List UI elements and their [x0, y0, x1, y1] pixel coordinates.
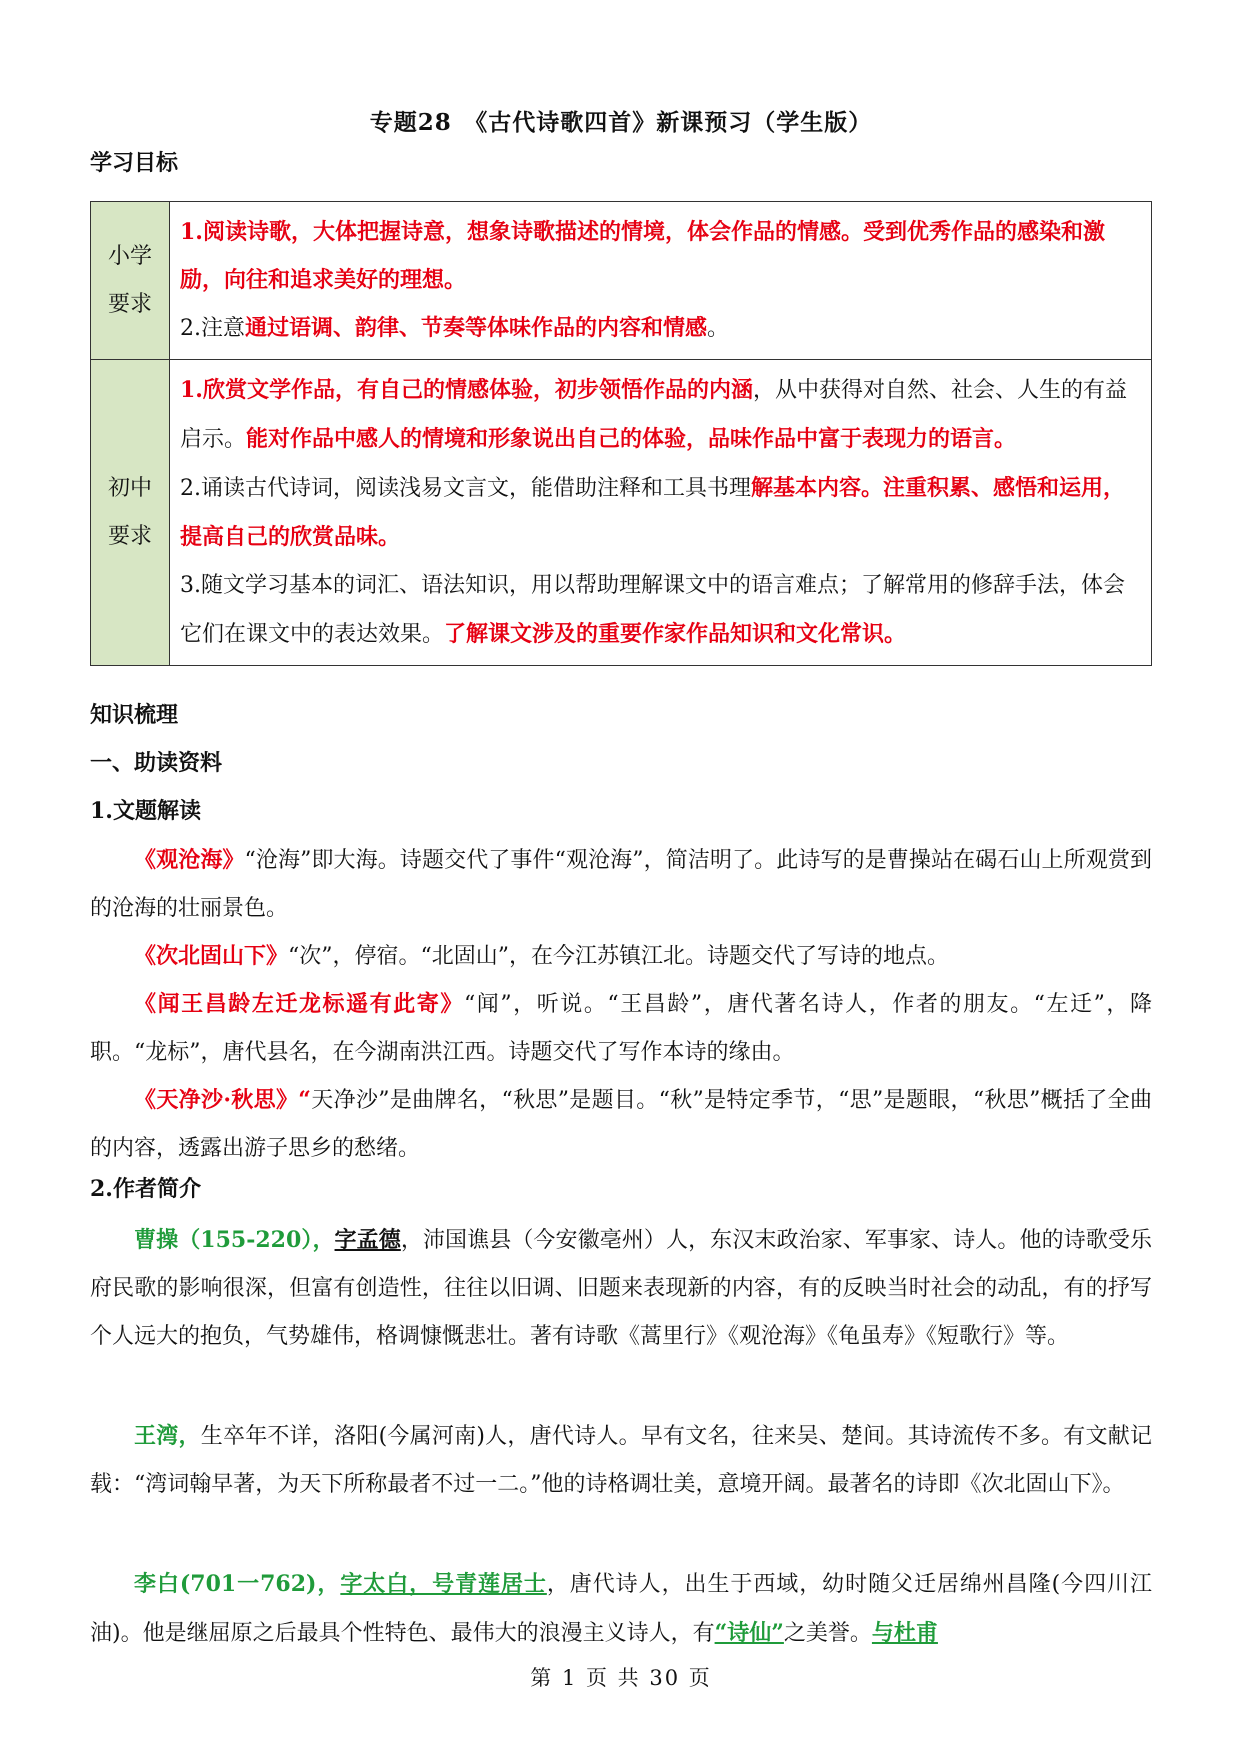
author-name: 曹操（155-220），: [134, 1227, 335, 1253]
bio-text: ，沛国谯县（今安徽亳州）人，东汉末政治家、军事家、诗人。他的诗歌受乐府民歌的影响很深，但富有创造性，往往以旧调、旧题来表现新的内容，有的反映当时社会的动乱，有的抒写个人远大的抱负，气势雄伟，格调慷慨悲壮。著有诗歌《蒿里行》《观沧海》《龟虽寿》《短歌行》等。: [90, 1228, 1152, 1349]
author-bio-caocao: [90, 1216, 1152, 1361]
label-line: 初中: [107, 475, 152, 501]
goal-text: 。: [707, 316, 730, 341]
label-line: 要求: [107, 291, 152, 317]
author-epithet: “诗仙”: [714, 1620, 784, 1646]
goal-text: ，从中获得对自然、社会、人生的有益启示。: [180, 378, 1127, 452]
goal-item: [180, 464, 1141, 562]
table-row: [91, 202, 1152, 360]
goal-emphasis: 了解课文涉及的重要作家作品知识和文化常识。: [444, 621, 907, 647]
author-courtesy-name: 字孟德: [334, 1227, 401, 1253]
author-name: 王湾，: [134, 1423, 201, 1449]
page-footer: 第 1 页 共 30 页: [530, 1666, 712, 1690]
author-courtesy-name: 字太白，号青莲居士: [340, 1571, 547, 1597]
goals-table: [90, 201, 1152, 666]
bio-emphasis: 与杜甫: [871, 1620, 938, 1646]
author-bio-wangwan: [90, 1412, 1152, 1509]
title-explanation: [90, 836, 1152, 933]
explanation-text: 天净沙”是曲牌名，“秋思”是题目。“秋”是特定季节，“思”是题眼，“秋思”概括了全曲的内容，透露出游子思乡的愁绪。: [90, 1088, 1152, 1161]
bio-text: 生卒年不详，洛阳(今属河南)人，唐代诗人。早有文名，往来吴、楚间。其诗流传不多。有文献记载：“湾词翰早著，为天下所称最者不过一二。”他的诗格调壮美，意境开阔。最著名的诗即《次北固山下》。: [90, 1424, 1152, 1497]
section-heading-goals: 学习目标: [90, 150, 179, 176]
subsection-heading-authors: 2.作者简介: [90, 1176, 201, 1202]
poem-title: 《观沧海》: [134, 847, 245, 873]
explanation-text: “次”，停宿。“北固山”，在今江苏镇江北。诗题交代了写诗的地点。: [288, 944, 950, 969]
bio-text: 之美誉。: [783, 1621, 872, 1646]
goal-text: 3.随文学习基本的词汇、语法知识，用以帮助理解课文中的语言难点；了解常用的修辞手法，体会它们在课文中的表达效果。: [180, 573, 1125, 647]
poem-title: 《天净沙·秋思》“: [134, 1087, 311, 1113]
goal-item: [180, 562, 1141, 659]
label-line: 要求: [107, 523, 152, 549]
title-explanation: [90, 932, 1152, 981]
junior-label: [91, 360, 170, 666]
goal-item: [180, 304, 1141, 353]
junior-content: [170, 360, 1152, 666]
explanation-text: “沧海”即大海。诗题交代了事件“观沧海”，简洁明了。此诗写的是曹操站在碣石山上所观赏到的沧海的壮丽景色。: [90, 848, 1152, 921]
title-explanation: [90, 980, 1152, 1077]
subsection-heading-titles: 1.文题解读: [90, 798, 201, 824]
author-bio-libai: [90, 1560, 1152, 1658]
primary-label: [91, 202, 170, 360]
poem-title: 《闻王昌龄左迁龙标遥有此寄》: [134, 991, 464, 1017]
page-title: 专题28 《古代诗歌四首》新课预习（学生版）: [369, 109, 873, 136]
table-row: [91, 360, 1152, 666]
goal-text: 2.注意: [180, 316, 245, 341]
subsection-heading-reading: 一、助读资料: [90, 750, 223, 776]
bio-text: ，唐代诗人，出生于西域，幼时随父迁居绵州昌隆(今四川江油)。他是继屈原之后最具个性特色、最伟大的浪漫主义诗人，有: [90, 1572, 1152, 1646]
explanation-text: “闻”，听说。“王昌龄”，唐代著名诗人，作者的朋友。“左迁”，降职。“龙标”，唐代县名，在今湖南洪江西。诗题交代了写作本诗的缘由。: [90, 992, 1152, 1065]
goal-item: 1.阅读诗歌，大体把握诗意，想象诗歌描述的情境，体会作品的情感。受到优秀作品的感染和激励，向往和追求美好的理想。: [180, 219, 1105, 293]
goal-emphasis: 解基本内容。注重积累、感悟和运用，提高自己的欣赏品味。: [180, 475, 1126, 550]
title-explanation: [90, 1076, 1152, 1173]
goal-emphasis: 通过语调、韵律、节奏等体味作品的内容和情感: [245, 315, 708, 341]
section-heading-knowledge: 知识梳理: [90, 702, 179, 728]
primary-content: [170, 202, 1152, 360]
author-name: 李白(701一762)，: [134, 1571, 341, 1597]
label-line: 小学: [107, 243, 152, 269]
goal-text: 2.诵读古代诗词，阅读浅易文言文，能借助注释和工具书理: [180, 476, 751, 501]
goal-item: [180, 366, 1141, 464]
goal-emphasis: 能对作品中感人的情境和形象说出自己的体验，品味作品中富于表现力的语言。: [246, 426, 1017, 452]
goal-emphasis: 1.欣赏文学作品，有自己的情感体验，初步领悟作品的内涵: [180, 377, 753, 403]
poem-title: 《次北固山下》: [134, 943, 289, 969]
